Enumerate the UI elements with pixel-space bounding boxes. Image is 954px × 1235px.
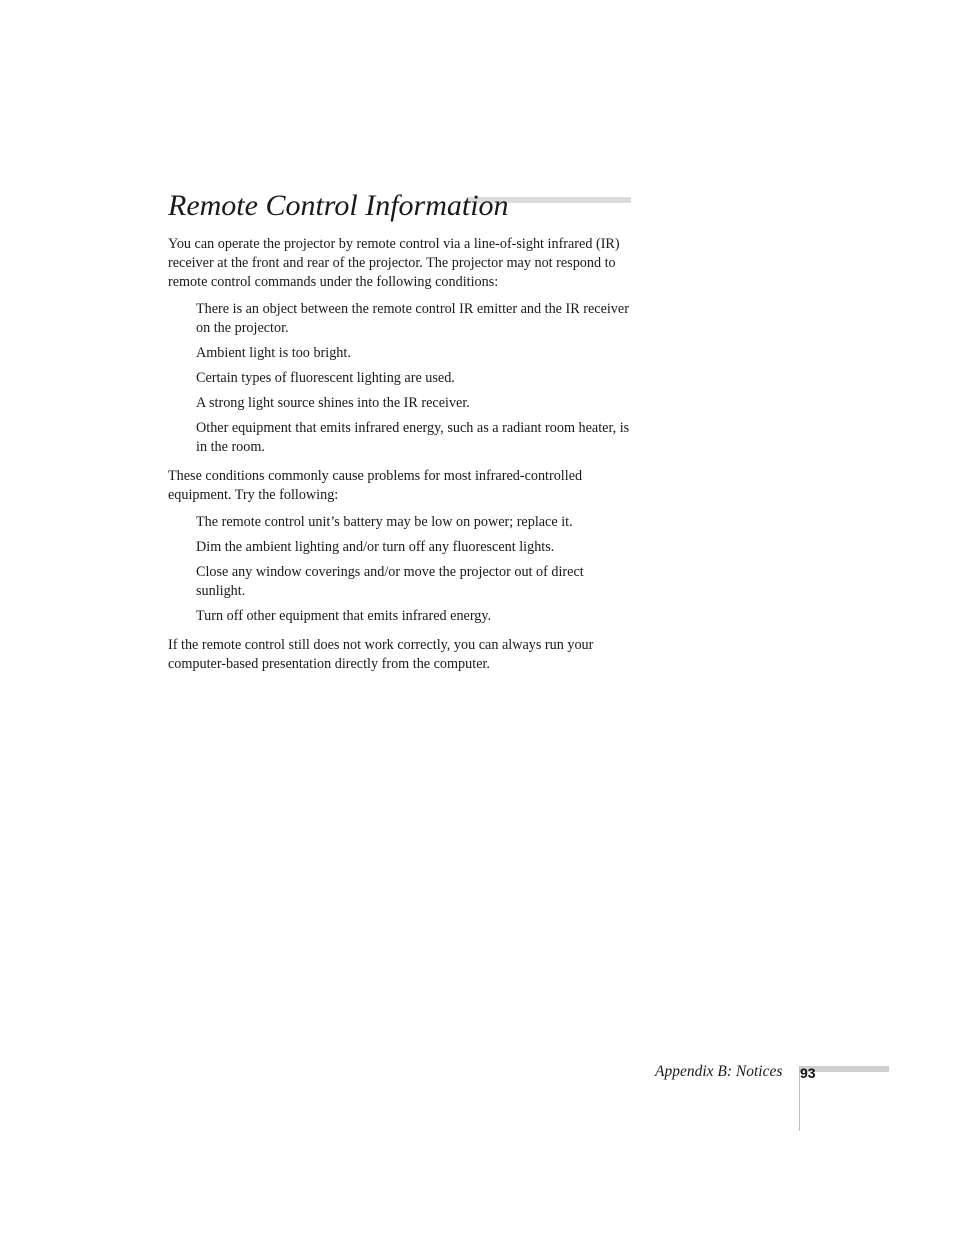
list-item: Certain types of fluorescent lighting are used. — [196, 370, 455, 387]
list-item: The remote control unit’s battery may be low on power; replace it. — [196, 514, 573, 531]
body-content — [168, 235, 630, 682]
list-item: Turn off other equipment that emits infrared energy. — [196, 608, 492, 625]
list-item: Other equipment that emits infrared energy, such as a radiant room heater, is in the room. — [196, 420, 630, 455]
remedies-list — [168, 513, 630, 626]
conditions-list — [168, 300, 630, 456]
list-item: A strong light source shines into the IR receiver. — [196, 395, 470, 412]
middle-paragraph: These conditions commonly cause problems for most infrared-controlled equipment. Try the following: — [168, 467, 583, 503]
footer-section-title: Appendix B: Notices — [655, 1063, 783, 1080]
list-item: There is an object between the remote control IR emitter and the IR receiver on the projector. — [196, 301, 629, 337]
page-title: Remote Control Information — [168, 189, 509, 222]
intro-paragraph: You can operate the projector by remote control via a line-of-sight infrared (IR) receiver at the front and rear of the projector. The projector may not respond to remote control commands under the following conditions: — [168, 236, 620, 290]
list-item: Ambient light is too bright. — [196, 345, 351, 362]
list-item: Close any window coverings and/or move the projector out of direct sunlight. — [196, 564, 584, 600]
closing-paragraph: If the remote control still does not work correctly, you can always run your computer-based presentation directly from the computer. — [168, 636, 594, 672]
page-number: 93 — [800, 1065, 816, 1081]
list-item: Dim the ambient lighting and/or turn off any fluorescent lights. — [196, 539, 555, 556]
